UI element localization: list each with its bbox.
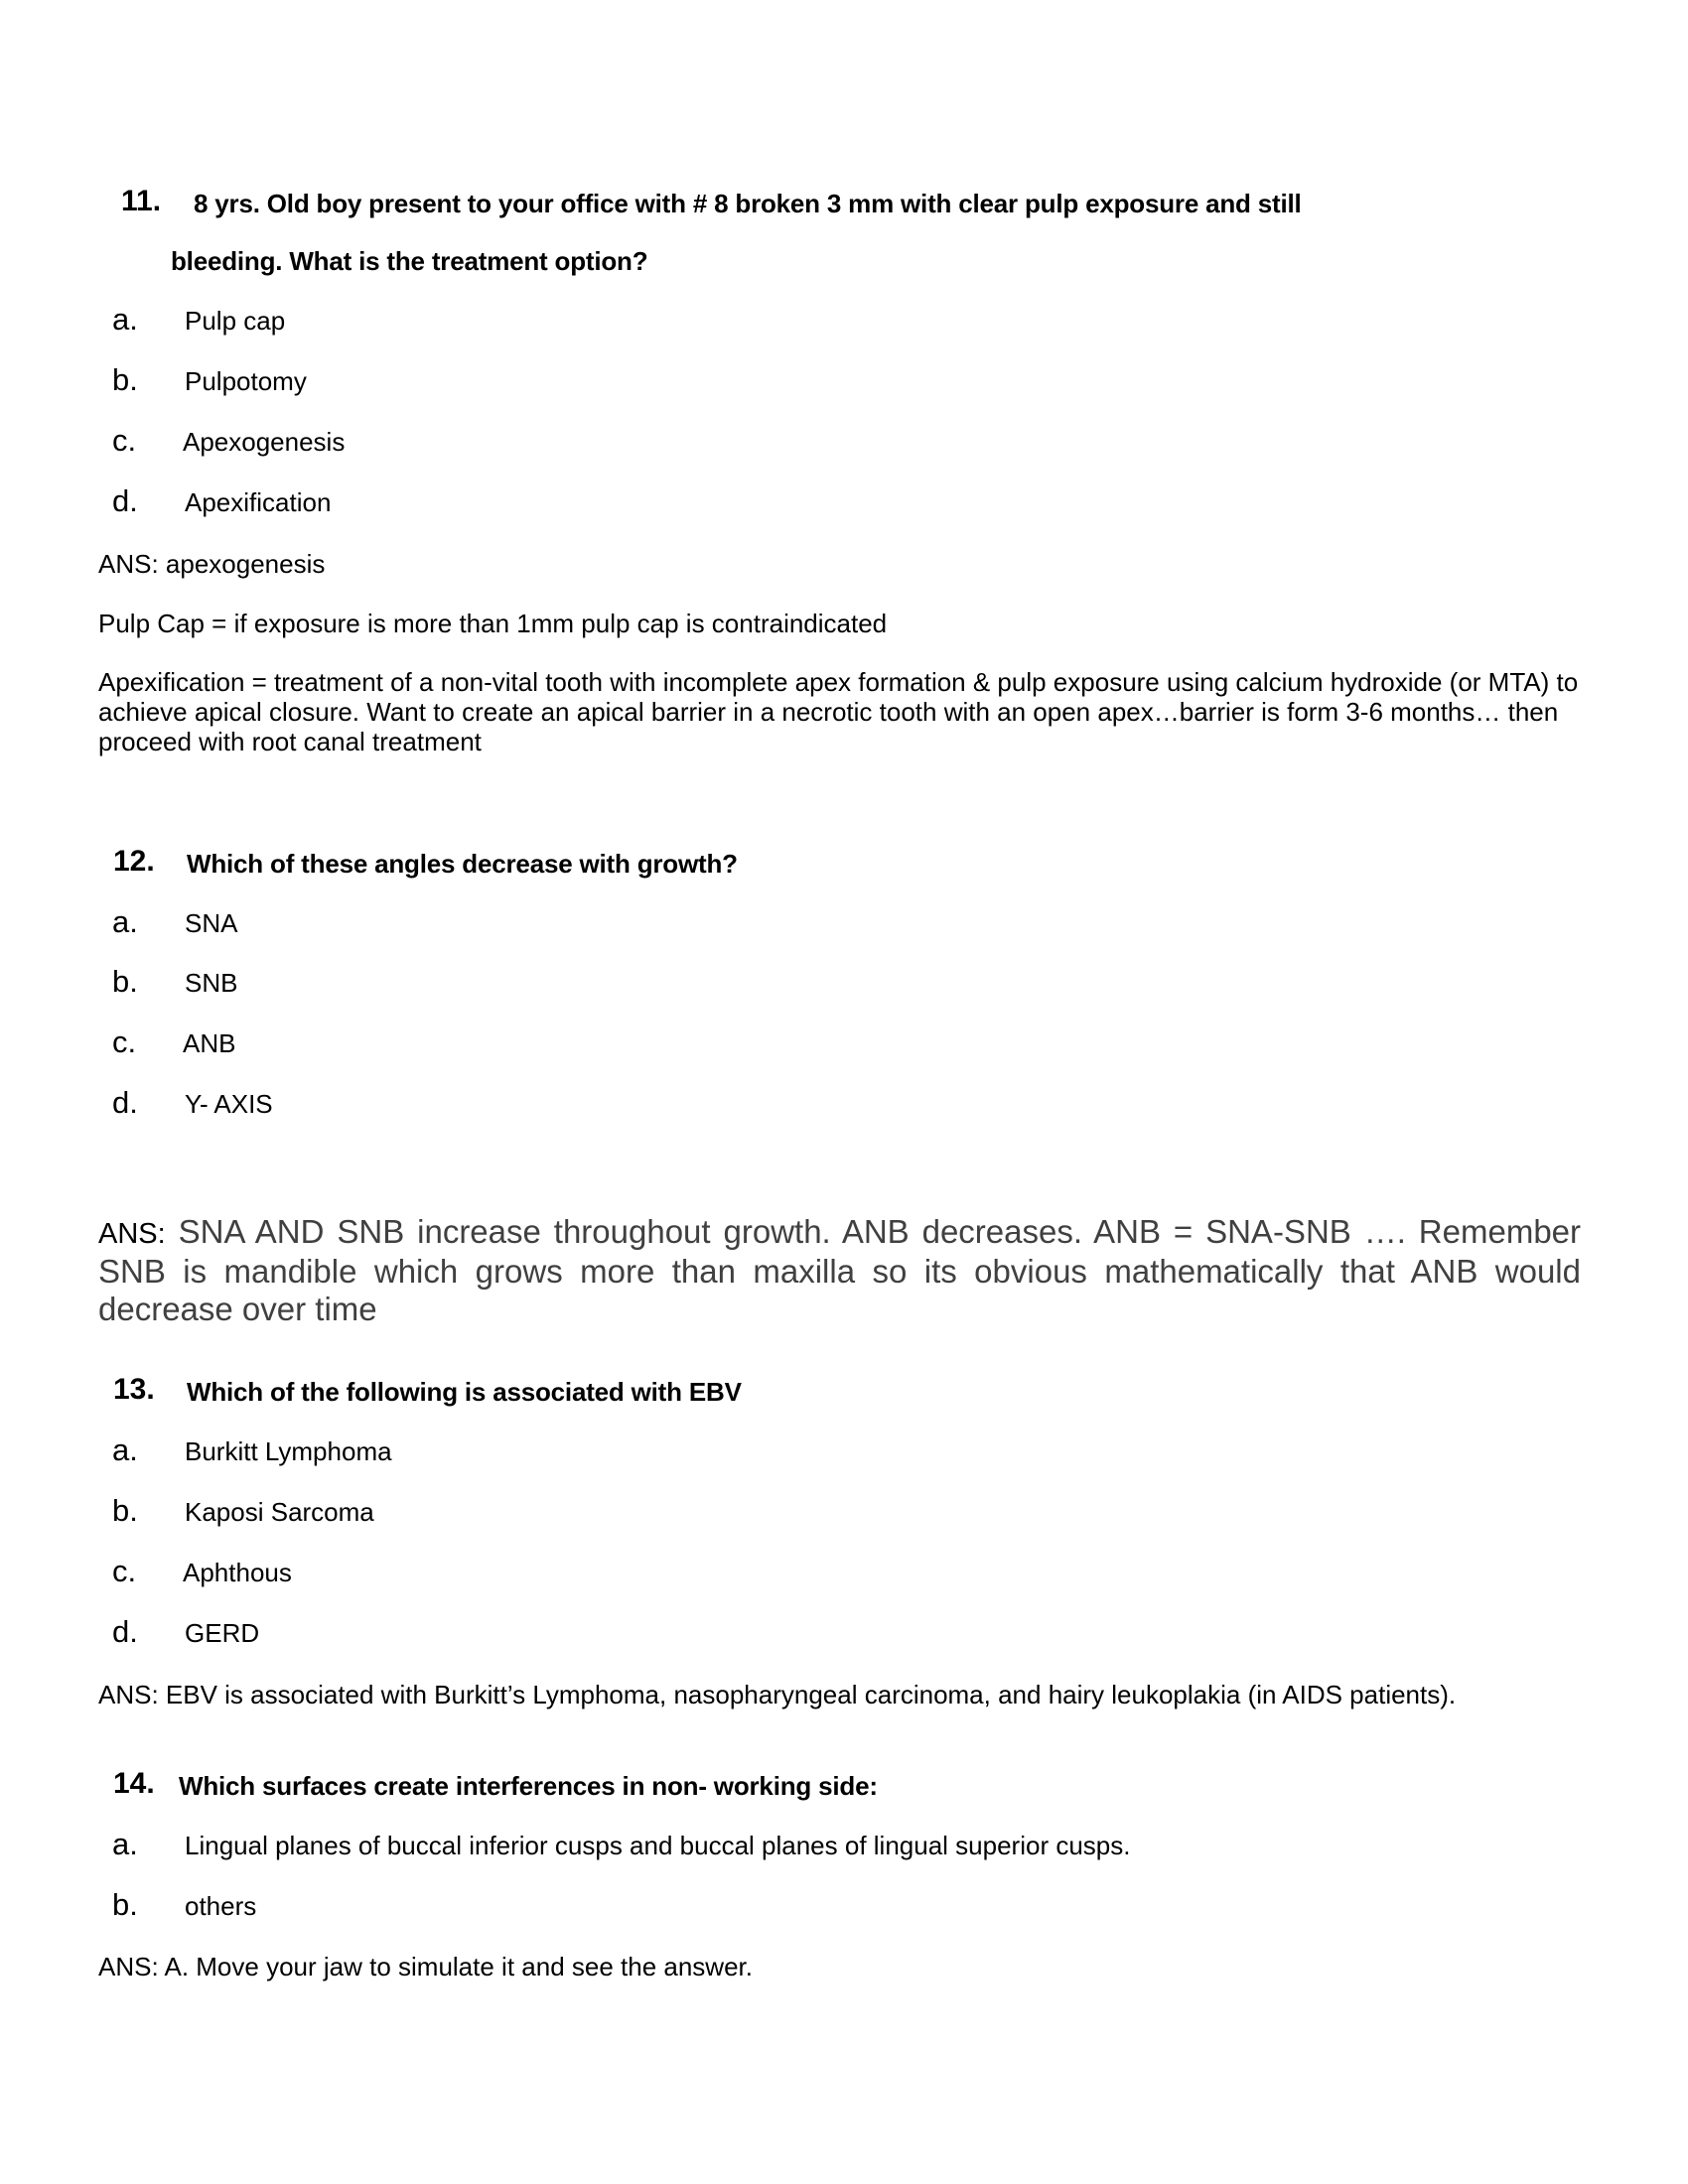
answer (98, 1213, 1581, 1328)
option-letter: a. (112, 302, 138, 337)
answer: ANS: A. Move your jaw to simulate it and see the answer. (98, 1952, 753, 1981)
answer-label: ANS: (98, 1218, 166, 1250)
option-letter: a. (112, 1433, 138, 1467)
note-pulp-cap: Pulp Cap = if exposure is more than 1mm pulp cap is contraindicated (98, 609, 888, 638)
question-text: Which surfaces create interferences in non- working side: (179, 1771, 878, 1801)
option-text: Kaposi Sarcoma (185, 1497, 374, 1527)
option-letter: d. (112, 483, 138, 518)
option-text: Apexification (185, 487, 332, 517)
option-text: Pulpotomy (185, 366, 307, 396)
option-letter: b. (112, 964, 138, 999)
question-number: 11. (121, 185, 162, 217)
option-letter: b. (112, 1493, 138, 1528)
option-letter: b. (112, 362, 138, 397)
answer: ANS: apexogenesis (98, 549, 326, 579)
answer: ANS: EBV is associated with Burkitt’s Lymphoma, nasopharyngeal carcinoma, and hairy leukoplakia (in AIDS patients). (98, 1680, 1457, 1709)
option-letter: d. (112, 1614, 138, 1649)
option-text: Burkitt Lymphoma (185, 1436, 392, 1466)
option-text: SNB (185, 968, 238, 998)
question-text: 8 yrs. Old boy present to your office with # 8 broken 3 mm with clear pulp exposure and still (194, 189, 1302, 218)
note-apexification: Apexification = treatment of a non-vital tooth with incomplete apex formation & pulp exposure using calcium hydroxide (or MTA) to achieve apical closure. Want to create an apical barrier in a necrotic tooth with an open apex…barrier is form 3-6 months… then proceed with root canal treatment (98, 667, 1579, 756)
question-number: 12. (113, 845, 155, 878)
option-text: Apexogenesis (183, 427, 346, 457)
option-text: GERD (185, 1618, 260, 1648)
option-text: Y- AXIS (185, 1089, 273, 1119)
question-text: Which of the following is associated with EBV (187, 1377, 742, 1407)
question-text-continued: bleeding. What is the treatment option? (171, 246, 648, 276)
question-text: Which of these angles decrease with growth? (187, 849, 738, 879)
option-text: others (185, 1891, 257, 1921)
option-text: SNA (185, 908, 238, 938)
option-letter: d. (112, 1085, 138, 1120)
option-letter: c. (112, 423, 137, 458)
answer-text: SNA AND SNB increase throughout growth. ANB decreases. ANB = SNA-SNB …. Remember SNB is mandible which grows more than maxilla so its obvious mathematically that ANB would decrease over time (98, 1213, 1582, 1327)
option-letter: c. (112, 1024, 137, 1059)
option-text: ANB (183, 1028, 236, 1058)
option-letter: a. (112, 1827, 138, 1861)
option-letter: c. (112, 1554, 137, 1588)
option-letter: a. (112, 904, 138, 939)
option-text: Lingual planes of buccal inferior cusps and buccal planes of lingual superior cusps. (185, 1831, 1131, 1860)
option-text: Pulp cap (185, 306, 286, 336)
question-number: 14. (113, 1767, 155, 1800)
question-number: 13. (113, 1373, 155, 1406)
option-text: Aphthous (183, 1558, 292, 1587)
option-letter: b. (112, 1887, 138, 1922)
